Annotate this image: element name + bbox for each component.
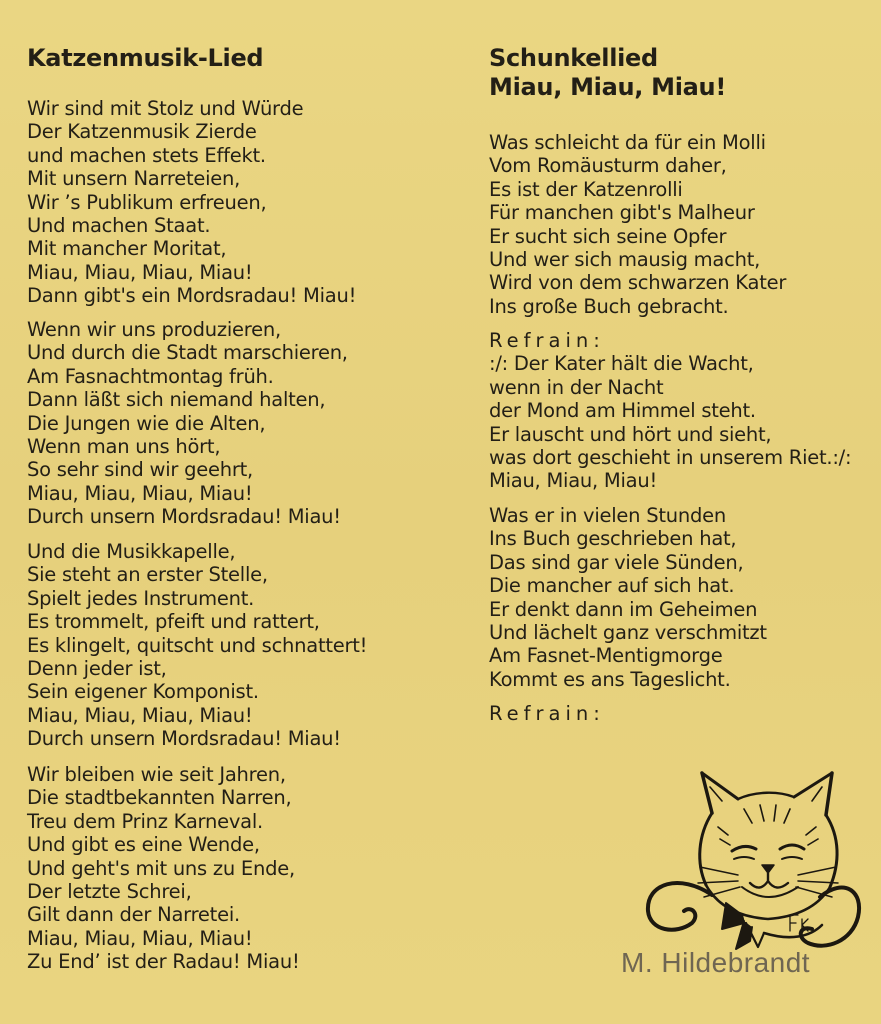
verse-line: Spielt jedes Instrument. <box>27 586 255 610</box>
verse-line: wenn in der Nacht <box>489 375 664 399</box>
cat-illustration <box>640 765 865 965</box>
verse-line: Am Fasnet-Mentigmorge <box>489 644 723 668</box>
verse-line: Der letzte Schrei, <box>27 880 192 904</box>
refrain-label: Refrain: <box>489 702 605 725</box>
verse-line: Miau, Miau, Miau, Miau! <box>27 926 253 950</box>
verse-line: Wenn wir uns produzieren, <box>27 318 281 341</box>
verse-line: Miau, Miau, Miau, Miau! <box>27 260 253 284</box>
right-song-title <box>489 44 726 102</box>
verse-line: Was er in vielen Stunden <box>489 504 726 527</box>
stanza <box>27 97 356 308</box>
refrain-repeat <box>489 702 605 725</box>
verse-line: Er lauscht und hört und sieht, <box>489 422 772 446</box>
verse-line: Und lächelt ganz verschmitzt <box>489 621 767 645</box>
verse-line: was dort geschieht in unserem Riet.:/: <box>489 446 852 470</box>
verse-line: Sein eigener Komponist. <box>27 680 259 704</box>
verse-line: Am Fasnachtmontag früh. <box>27 364 274 388</box>
verse-line: Wenn man uns hört, <box>27 435 221 459</box>
verse-line: Gilt dann der Narretei. <box>27 903 240 927</box>
verse-line: Ins große Buch gebracht. <box>489 294 729 318</box>
stanza <box>27 318 348 529</box>
verse-line: Durch unsern Mordsradau! Miau! <box>27 505 341 529</box>
verse-line: Es ist der Katzenrolli <box>489 177 683 201</box>
verse-line: Miau, Miau, Miau, Miau! <box>27 481 253 505</box>
verse-line: Er denkt dann im Geheimen <box>489 597 758 621</box>
verse-line: Vom Romäusturm daher, <box>489 154 727 178</box>
verse-line: Miau, Miau, Miau, Miau! <box>27 703 253 727</box>
verse-line: Es klingelt, quitscht und schnattert! <box>27 633 368 657</box>
verse-line: Dann gibt's ein Mordsradau! Miau! <box>27 284 357 308</box>
verse-line: Und durch die Stadt marschieren, <box>27 341 348 365</box>
verse-line: :/: Der Kater hält die Wacht, <box>489 352 754 376</box>
verse-line: Wird von dem schwarzen Kater <box>489 271 787 295</box>
verse-line: Er sucht sich seine Opfer <box>489 224 727 248</box>
verse-line: Wir bleiben wie seit Jahren, <box>27 763 286 786</box>
verse-line: Treu dem Prinz Karneval. <box>27 809 263 833</box>
verse-line: Es trommelt, pfeift und rattert, <box>27 610 320 634</box>
verse-line: Wir sind mit Stolz und Würde <box>27 97 304 120</box>
verse-line: Kommt es ans Tageslicht. <box>489 667 731 691</box>
verse-line: Ins Buch geschrieben hat, <box>489 527 737 551</box>
verse-line: So sehr sind wir geehrt, <box>27 458 253 482</box>
verse-line: Und geht's mit uns zu Ende, <box>27 856 295 880</box>
verse-line: Mit unsern Narreteien, <box>27 167 241 191</box>
verse-line: und machen stets Effekt. <box>27 143 266 167</box>
verse-line: Dann läßt sich niemand halten, <box>27 388 326 412</box>
verse-line: Der Katzenmusik Zierde <box>27 120 257 144</box>
right-song-title-line: Schunkellied <box>489 44 658 72</box>
verse-line: Die Jungen wie die Alten, <box>27 411 266 435</box>
verse-line: der Mond am Himmel steht. <box>489 399 756 423</box>
verse-line: Durch unsern Mordsradau! Miau! <box>27 727 341 751</box>
verse-line: Und machen Staat. <box>27 214 211 238</box>
verse-line: Mit mancher Moritat, <box>27 237 227 261</box>
verse-line: Was schleicht da für ein Molli <box>489 131 766 154</box>
left-song-title: Katzenmusik-Lied <box>27 44 264 72</box>
verse-line: Und gibt es eine Wende, <box>27 833 260 857</box>
verse-line: Miau, Miau, Miau! <box>489 469 658 493</box>
verse-line: Denn jeder ist, <box>27 657 167 681</box>
refrain <box>489 329 851 493</box>
verse-line: Sie steht an erster Stelle, <box>27 563 268 587</box>
right-song-subtitle-line: Miau, Miau, Miau! <box>489 73 726 101</box>
verse-line: Das sind gar viele Sünden, <box>489 550 744 574</box>
signature: M. Hildebrandt <box>621 947 811 978</box>
refrain-label: Refrain: <box>489 329 605 352</box>
verse-line: Zu End’ ist der Radau! Miau! <box>27 950 300 974</box>
verse-line: Wir ’s Publikum erfreuen, <box>27 190 267 214</box>
verse-line: Für manchen gibt's Malheur <box>489 201 755 225</box>
verse-line: Und die Musikkapelle, <box>27 540 236 563</box>
stanza <box>27 540 367 751</box>
stanza <box>27 763 300 974</box>
stanza <box>489 131 786 318</box>
verse-line: Die stadtbekannten Narren, <box>27 786 292 810</box>
verse-line: Und wer sich mausig macht, <box>489 248 761 272</box>
stanza <box>489 504 767 691</box>
verse-line: Die mancher auf sich hat. <box>489 574 735 598</box>
